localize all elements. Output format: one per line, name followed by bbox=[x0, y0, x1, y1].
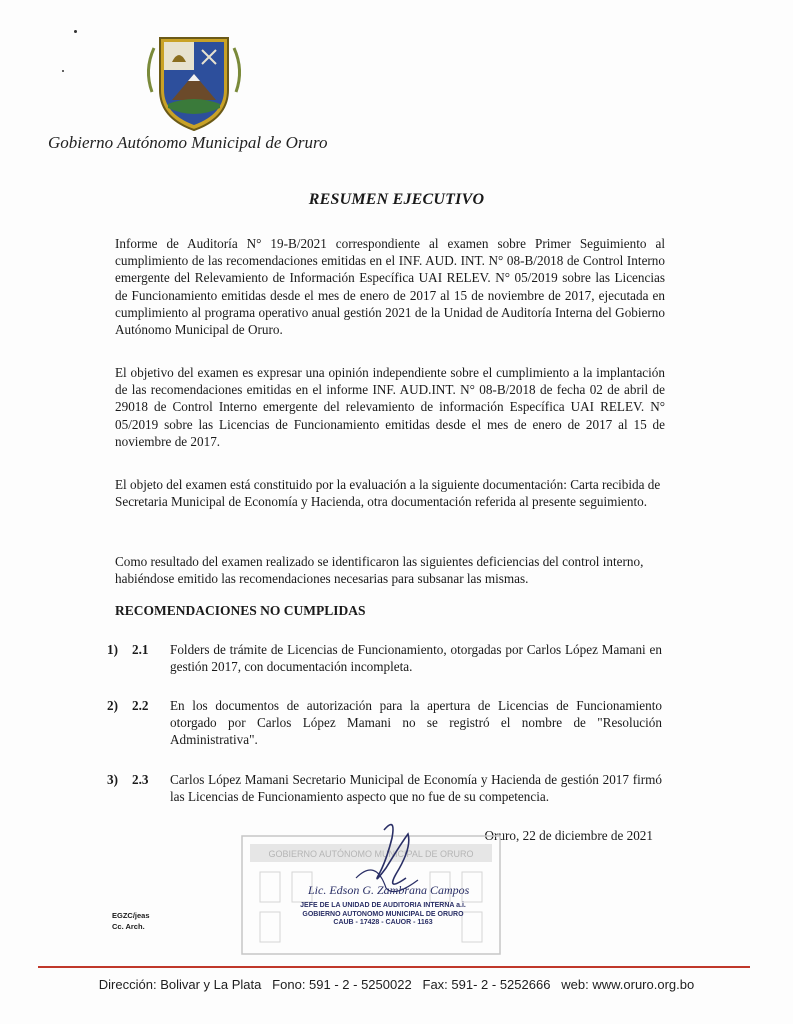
paragraph-object: El objeto del examen está constituido por la evaluación a la siguiente documentación: Carta recibida de Secretaria Municipal de Economía y Hacienda, otra documentación referida al presente seguimiento. bbox=[115, 477, 661, 510]
scan-speck bbox=[74, 30, 77, 33]
reference-initials bbox=[112, 910, 150, 932]
paragraph-result: Como resultado del examen realizado se identificaron las siguientes deficiencias del control interno, habiéndose emitido las recomendaciones necesarias para subsanar las mismas. bbox=[115, 554, 644, 587]
signatory-name: Lic. Edson G. Zambrana Campos bbox=[308, 883, 470, 897]
copy-line: Cc. Arch. bbox=[112, 922, 145, 931]
place-date: Oruro, 22 de diciembre de 2021 bbox=[484, 828, 653, 843]
scan-speck bbox=[62, 70, 64, 72]
paragraph-report: Informe de Auditoría N° 19-B/2021 correspondiente al examen sobre Primer Seguimiento al cumplimiento de las recomendaciones emitidas en el INF. AUD. INT. N° 08-B/2018 de Control Interno emergente del Relevamiento de Información Específica UAI RELEV. N° 05/2019 sobre las Licencias de Funcionamiento emitidas desde el mes de enero de 2017 al 15 de noviembre de 2017, ejecutada en cumplimiento al programa operativo anual gestión 2021 de la Unidad de Auditoría Interna del Gobierno Autónomo Municipal de Oruro. bbox=[115, 236, 665, 338]
recommendation-code: 2.3 bbox=[132, 772, 149, 787]
signatory-title bbox=[298, 902, 468, 928]
recommendation-code: 2.2 bbox=[132, 698, 149, 713]
recommendation-text: En los documentos de autorización para la apertura de Licencias de Funcionamiento otorgado por Carlos López Mamani no se registró el nombre de "Resolución Administrativa". bbox=[170, 698, 662, 748]
municipal-crest-logo bbox=[142, 30, 246, 134]
recommendation-number: 1) bbox=[107, 642, 118, 657]
document-title: RESUMEN EJECUTIVO bbox=[308, 191, 485, 208]
paragraph-objective: El objetivo del examen es expresar una opinión independiente sobre el cumplimiento a la implantación de las recomendaciones emitidas en el informe INF. AUD.INT. N° 08-B/2018 de fecha 02 de abril de 29018 de Control Interno emergente del relevamiento de información Específica UAI RELEV. N° 05/2019 sobre las Licencias de Funcionamiento emitidas desde el mes de enero de 2017 al 15 de noviembre de 2017. bbox=[115, 365, 665, 449]
recommendation-number: 2) bbox=[107, 698, 118, 713]
organization-name: Gobierno Autónomo Municipal de Oruro bbox=[48, 133, 328, 152]
footer-divider bbox=[38, 966, 750, 968]
recommendation-code: 2.1 bbox=[132, 642, 149, 657]
recommendation-text: Folders de trámite de Licencias de Funcionamiento, otorgadas por Carlos López Mamani en gestión 2017, con documentación incompleta. bbox=[170, 642, 662, 675]
footer-contact: Dirección: Bolivar y La Plata Fono: 591 - 2 - 5250022 Fax: 591- 2 - 5252666 web: www.oruro.org.bo bbox=[98, 977, 695, 992]
recommendation-number: 3) bbox=[107, 772, 118, 787]
signatory-title-line: CAUB - 17428 - CAUOR - 1163 bbox=[333, 919, 433, 926]
signatory-title-line: JEFE DE LA UNIDAD DE AUDITORIA INTERNA a.i. bbox=[300, 902, 466, 909]
recommendation-text: Carlos López Mamani Secretario Municipal de Economía y Hacienda de gestión 2017 firmó las Licencias de Funcionamiento aspecto que no fue de su competencia. bbox=[170, 772, 662, 805]
section-heading: RECOMENDACIONES NO CUMPLIDAS bbox=[115, 603, 366, 618]
signatory-title-line: GOBIERNO AUTONOMO MUNICIPAL DE ORURO bbox=[302, 910, 464, 918]
initials-line: EGZC/jeas bbox=[112, 911, 150, 920]
stamp-text: GOBIERNO AUTÓNOMO MUNICIPAL DE ORURO bbox=[268, 849, 474, 859]
